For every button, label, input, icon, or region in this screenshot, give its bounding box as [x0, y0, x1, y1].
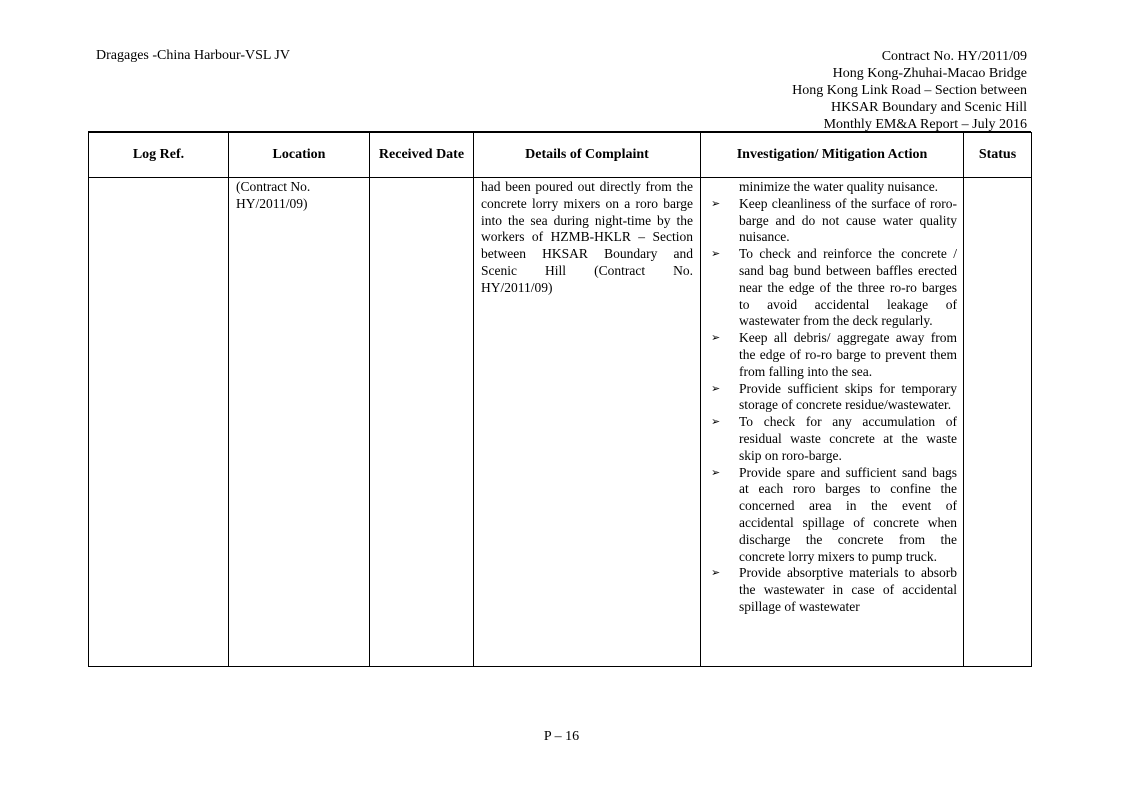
action-item: ➢ Provide spare and sufficient sand bags at each roro barges to confine the concerned area in the event of accidental spillage of concrete when discharge the concrete from the concrete lorry mixers to pump truck.	[711, 464, 957, 564]
header-project: Hong Kong-Zhuhai-Macao Bridge	[832, 66, 1027, 81]
action-item: ➢ Provide absorptive materials to absorb the wastewater in case of accidental spillage of wastewater	[711, 565, 957, 614]
arrowhead-bullet-icon: ➢	[711, 247, 721, 261]
col-header-received-date: Received Date	[370, 133, 474, 178]
col-header-log-ref: Log Ref.	[89, 133, 229, 178]
arrowhead-bullet-icon: ➢	[711, 381, 721, 395]
action-item: ➢ To check for any accumulation of residual waste concrete at the waste skip on roro-barge.	[711, 414, 957, 463]
arrowhead-bullet-icon: ➢	[711, 415, 721, 429]
cell-action	[701, 178, 964, 667]
header-report-title: Monthly EM&A Report – July 2016	[823, 117, 1027, 132]
page-number: P – 16	[543, 729, 580, 744]
arrowhead-bullet-icon: ➢	[711, 196, 721, 210]
table-row	[89, 178, 1032, 667]
col-header-status: Status	[964, 133, 1032, 178]
action-continuation: minimize the water quality nuisance.	[739, 179, 939, 194]
action-item: ➢ Keep cleanliness of the surface of roro-barge and do not cause water quality nuisance.	[711, 195, 957, 245]
cell-status	[964, 178, 1032, 667]
action-item: ➢ To check and reinforce the concrete / sand bag bund between baffles erected near the edge of the three ro-ro barges to avoid accidental leakage of wastewater from the deck regularly.	[711, 246, 957, 329]
table-header-row	[89, 133, 1032, 178]
header-contract-no: Contract No. HY/2011/09	[881, 49, 1027, 64]
header-section-range: HKSAR Boundary and Scenic Hill	[831, 100, 1027, 115]
details-text: had been poured out directly from the concrete lorry mixers on a roro barge into the sea during night-time by the workers of HZMB-HKLR – Section between HKSAR Boundary and Scenic Hill (Contract No. HY/2011/09)	[481, 179, 693, 295]
arrowhead-bullet-icon: ➢	[711, 331, 721, 345]
header-section: Hong Kong Link Road – Section between	[792, 83, 1027, 98]
col-header-action: Investigation/ Mitigation Action	[701, 133, 964, 178]
cell-location	[229, 178, 370, 667]
action-list	[701, 178, 963, 616]
arrowhead-bullet-icon: ➢	[711, 566, 721, 580]
cell-received-date	[370, 178, 474, 667]
cell-log-ref	[89, 178, 229, 667]
col-header-location: Location	[229, 133, 370, 178]
header-contract-block	[792, 48, 1027, 133]
location-text: (Contract No. HY/2011/09)	[236, 179, 311, 211]
cell-details	[474, 178, 701, 667]
action-item: ➢ Provide sufficient skips for temporary storage of concrete residue/wastewater.	[711, 380, 957, 413]
action-item: ➢ Keep all debris/ aggregate away from the edge of ro-ro barge to prevent them from falling into the sea.	[711, 330, 957, 379]
complaint-log-table	[88, 132, 1032, 667]
col-header-details: Details of Complaint	[474, 133, 701, 178]
header-company: Dragages -China Harbour-VSL JV	[96, 48, 290, 63]
arrowhead-bullet-icon: ➢	[711, 465, 721, 479]
